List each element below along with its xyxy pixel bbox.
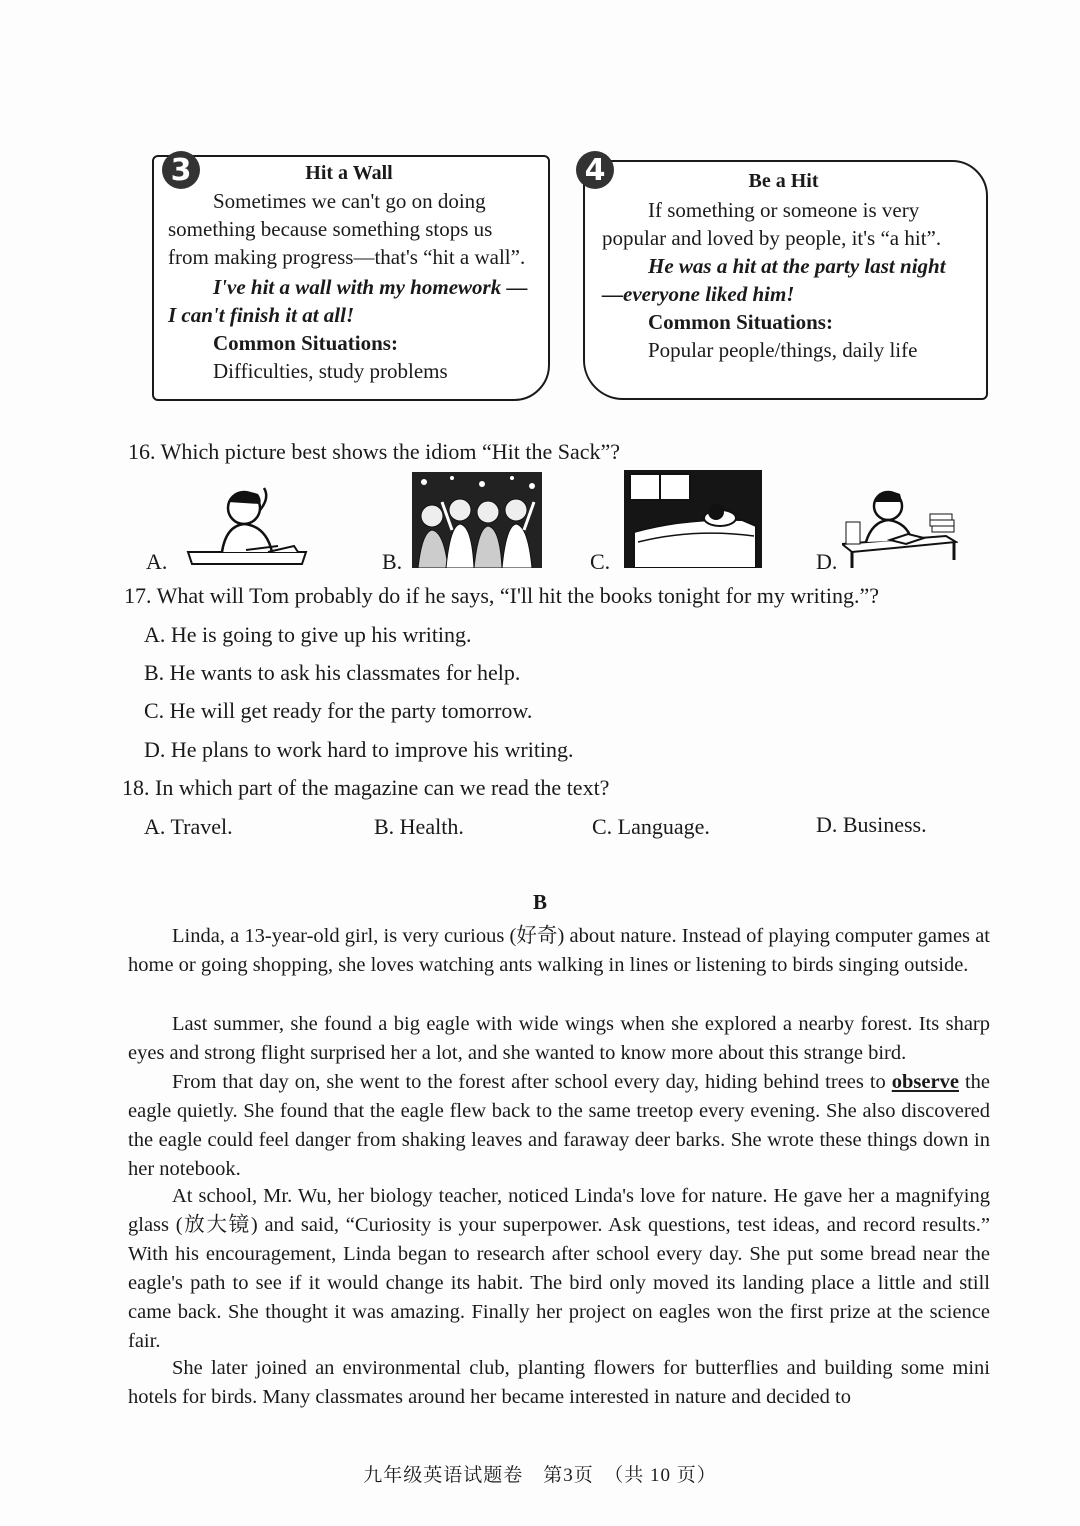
party-crowd-icon[interactable] [412,472,542,568]
student-struggling-icon[interactable] [186,480,312,568]
card-definition: If something or someone is very popular and loved by people, it's “a hit”. He was a hit at the party last night —everyone liked him! Common Situations: Popular people/things, daily life [602,198,946,362]
q18-option-a[interactable]: A. Travel. [144,814,233,839]
q18-option-b[interactable]: B. Health. [374,814,464,839]
passage-paragraph-5: She later joined an environmental club, planting flowers for butterflies and building some mini hotels for birds. Many classmates around her became interested in nature and decided to [128,1357,990,1408]
svg-text:4: 4 [584,153,606,188]
option-b-label[interactable]: B. [382,549,403,574]
option-c-label[interactable]: C. [590,549,611,574]
sleeping-in-bed-icon[interactable] [624,470,762,568]
passage-paragraph-4: At school, Mr. Wu, her biology teacher, noticed Linda's love for nature. He gave her a magnifying glass (放大镜) and said, “Curiosity is your superpower. Ask questions, test ideas, and record results.” With his encouragement, Linda began to research after school every day. She put some bread near the eagle's path to see if it would change its habit. The bird only moved its landing place a little and still came back. She thought it was amazing. Finally her project on eagles won the first prize at the science fair. [128,1185,990,1352]
q17-option-d[interactable]: D. He plans to work hard to improve his writing. [144,737,574,762]
passage-paragraph-2: Last summer, she found a big eagle with wide wings when she explored a nearby forest. Its sharp eyes and strong flight surprised her a lot, and she wanted to know more about this strange bird. [128,1013,990,1064]
q17-option-c[interactable]: C. He will get ready for the party tomorrow. [144,698,533,723]
option-a-label[interactable]: A. [146,549,168,574]
passage-paragraph-1: Linda, a 13-year-old girl, is very curious (好奇) about nature. Instead of playing computer games at home or going shopping, she loves watching ants walking in lines or listening to birds singing outside. [128,925,990,976]
q18-option-d[interactable]: D. Business. [816,812,927,837]
section-heading: B [532,890,547,914]
card-definition: Sometimes we can't go on doing something because something stops us from making progress—that's “hit a wall”. I've hit a wall with my homework — I can't finish it at all! Common Situations: Difficulties, study problems [168,189,528,383]
option-d-label[interactable]: D. [816,549,838,574]
q17-option-b[interactable]: B. He wants to ask his classmates for help. [144,660,521,685]
page-footer: 九年级英语试题卷 第3页 （共 10 页） [363,1465,717,1486]
question-17: 17. What will Tom probably do if he says, “I'll hit the books tonight for my writing.”? [124,583,880,608]
card-title: Hit a Wall [305,162,393,184]
q17-option-a[interactable]: A. He is going to give up his writing. [144,622,472,647]
q18-option-c[interactable]: C. Language. [592,814,710,839]
question-16: 16. Which picture best shows the idiom “Hit the Sack”? [128,439,621,464]
underlined-word-observe: observe [891,1071,959,1093]
student-reading-icon[interactable] [842,482,958,568]
card-title: Be a Hit [748,170,819,192]
question-18: 18. In which part of the magazine can we read the text? [122,775,610,800]
svg-text:3: 3 [170,153,192,188]
passage-paragraph-3: From that day on, she went to the forest after school every day, hiding behind trees to observe the eagle quietly. She found that the eagle flew back to the same treetop every evening. She also discovered the eagle could feel danger from shaking leaves and faraway deer barks. She wrote these things down in her notebook. [128,1071,990,1180]
